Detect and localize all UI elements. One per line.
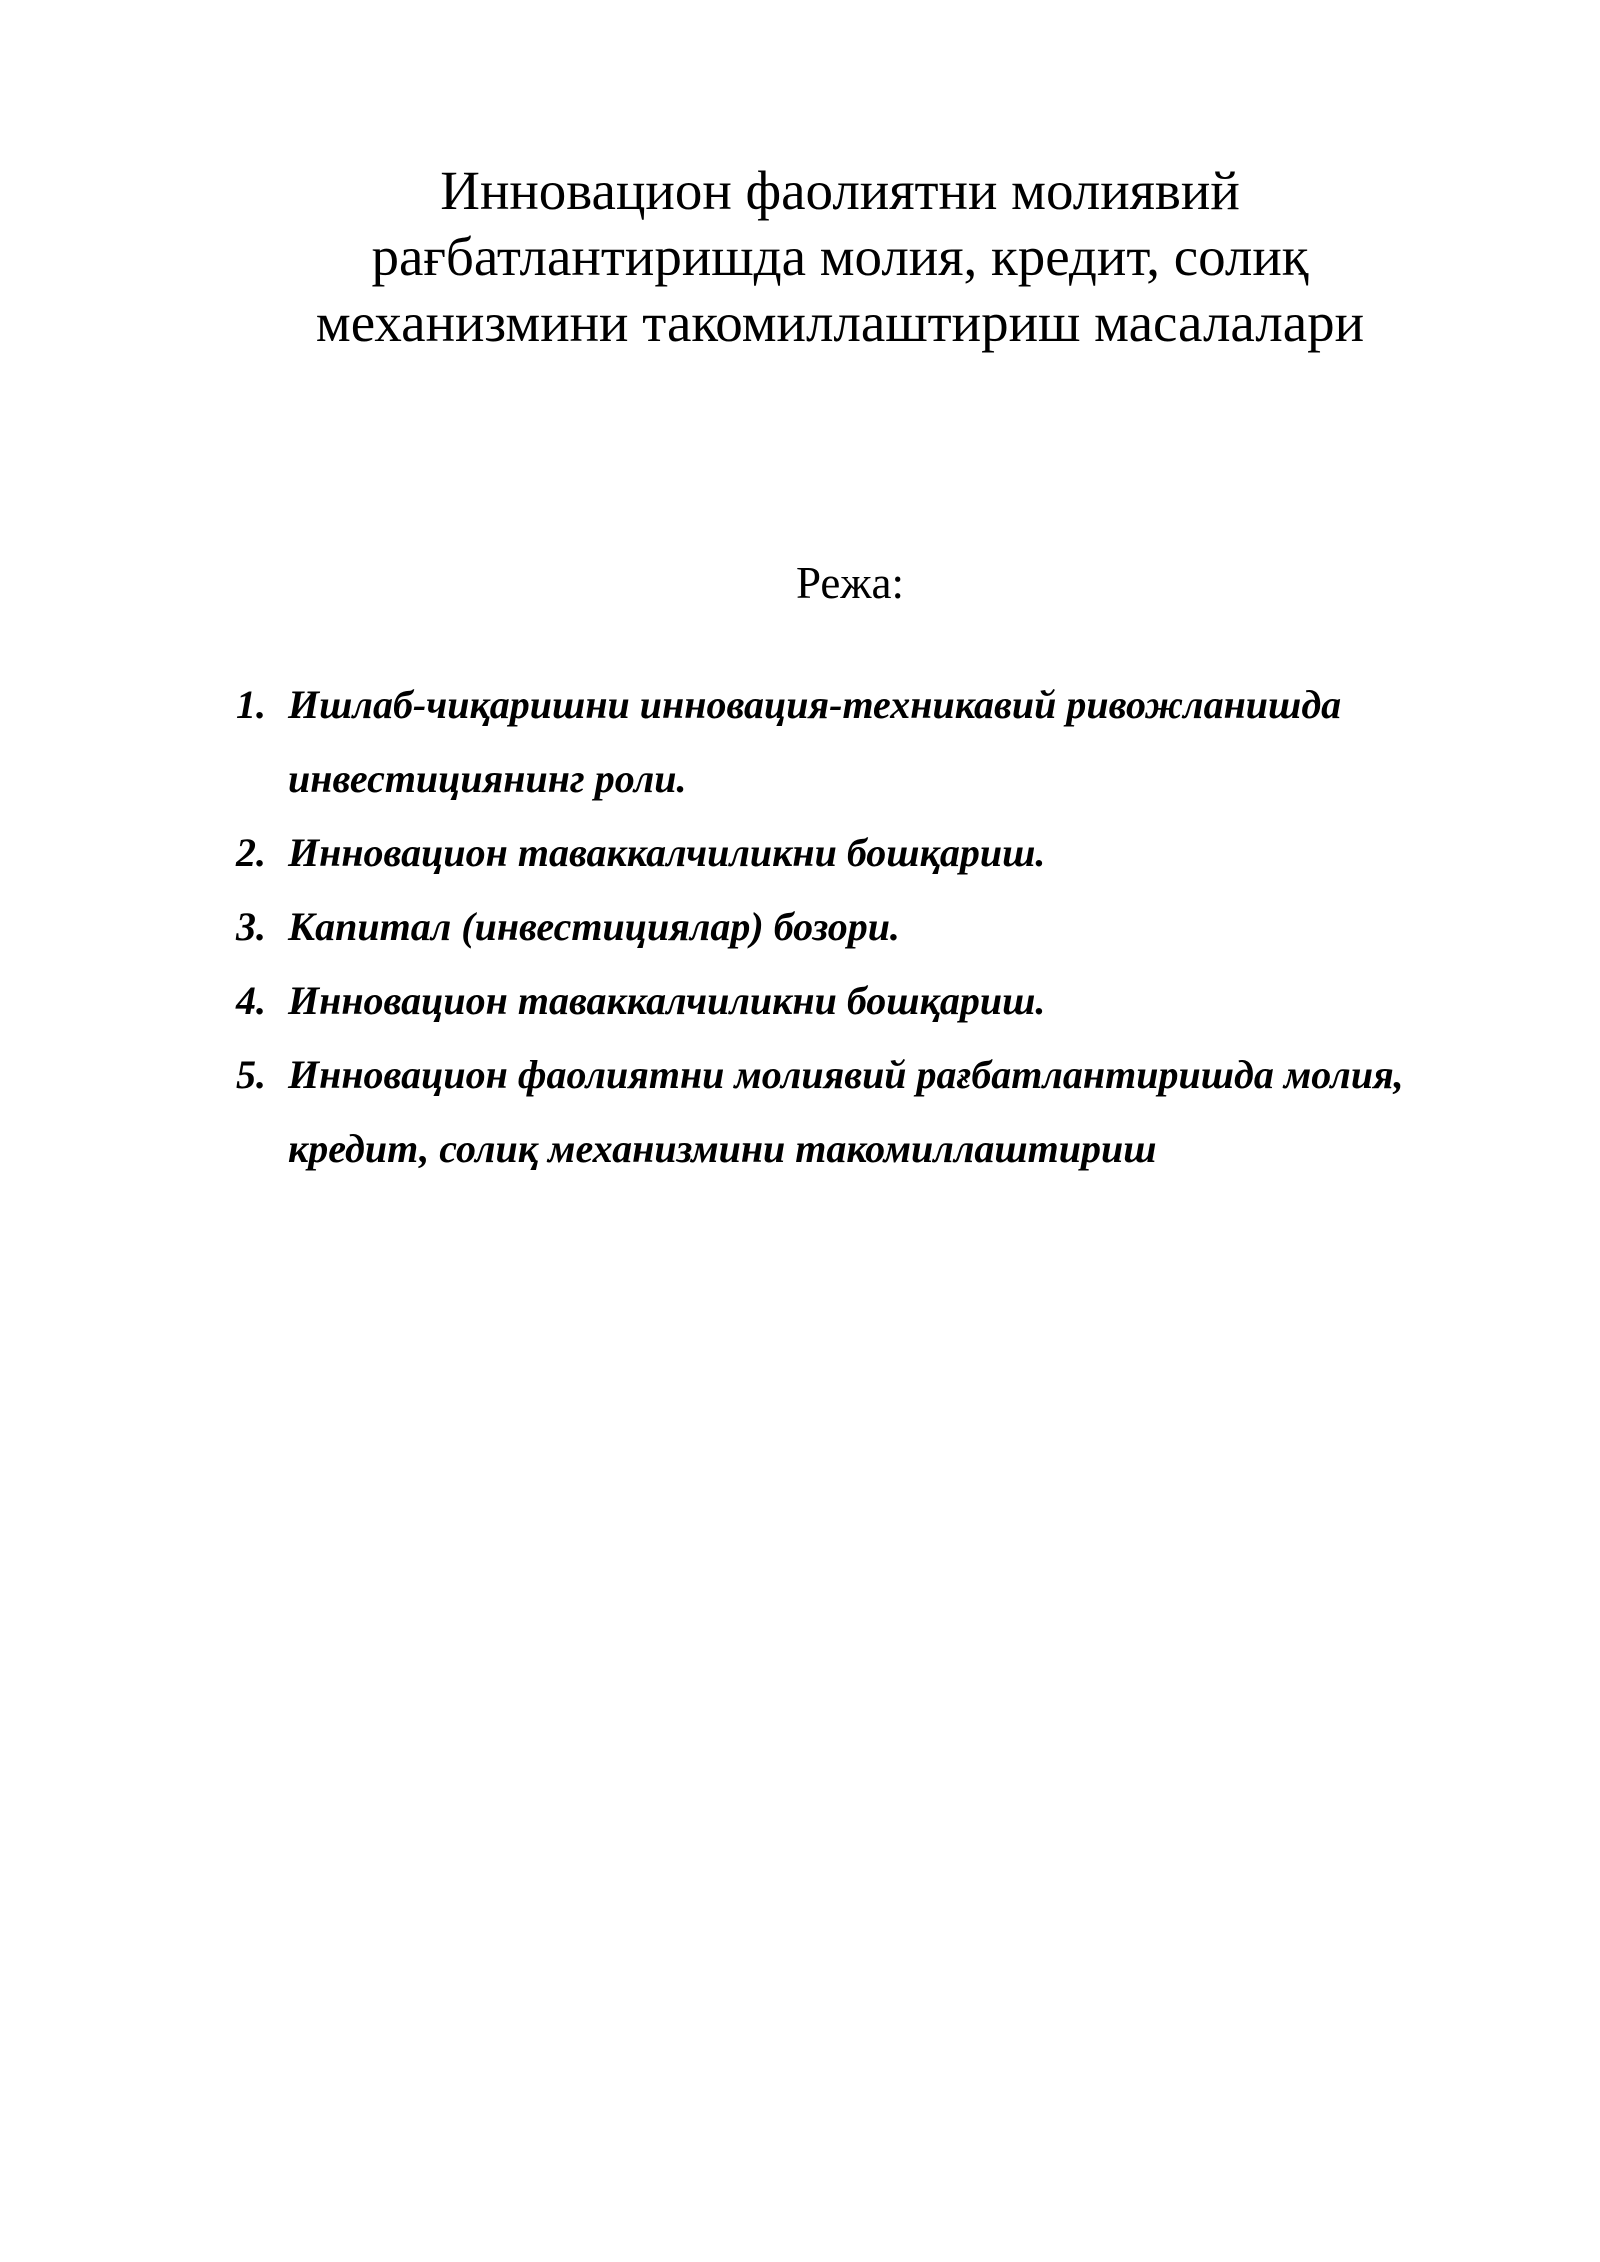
- plan-item-text: Инновацион фаолиятни молиявий рағбатлантиришда молия, кредит, солиқ механизмини такомиллаштириш: [288, 1052, 1404, 1171]
- plan-list: [236, 668, 1476, 1186]
- plan-item-text: Ишлаб-чиқаришни инновация-техникавий ривожланишда инвестициянинг роли.: [288, 682, 1342, 801]
- plan-item: [236, 964, 1476, 1038]
- plan-item: [236, 668, 1476, 816]
- plan-item-text: Инновацион таваккалчиликни бошқариш.: [288, 978, 1046, 1023]
- plan-item-number: 5.: [236, 1052, 266, 1097]
- plan-item-number: 2.: [236, 830, 266, 875]
- title-line: Инновацион фаолиятни молиявий: [440, 160, 1240, 221]
- plan-item-number: 4.: [236, 978, 266, 1023]
- title-line: механизмини такомиллаштириш масалалари: [315, 292, 1365, 353]
- document-title: [240, 158, 1440, 356]
- plan-item-number: 3.: [236, 904, 266, 949]
- plan-item: [236, 1038, 1476, 1186]
- plan-heading: Режа:: [796, 558, 904, 608]
- plan-item: [236, 890, 1476, 964]
- plan-item: [236, 816, 1476, 890]
- plan-item-number: 1.: [236, 682, 266, 727]
- plan-item-text: Инновацион таваккалчиликни бошқариш.: [288, 830, 1046, 875]
- plan-item-text: Капитал (инвестициялар) бозори.: [288, 904, 900, 949]
- title-line: рағбатлантиришда молия, кредит, солиқ: [371, 226, 1309, 287]
